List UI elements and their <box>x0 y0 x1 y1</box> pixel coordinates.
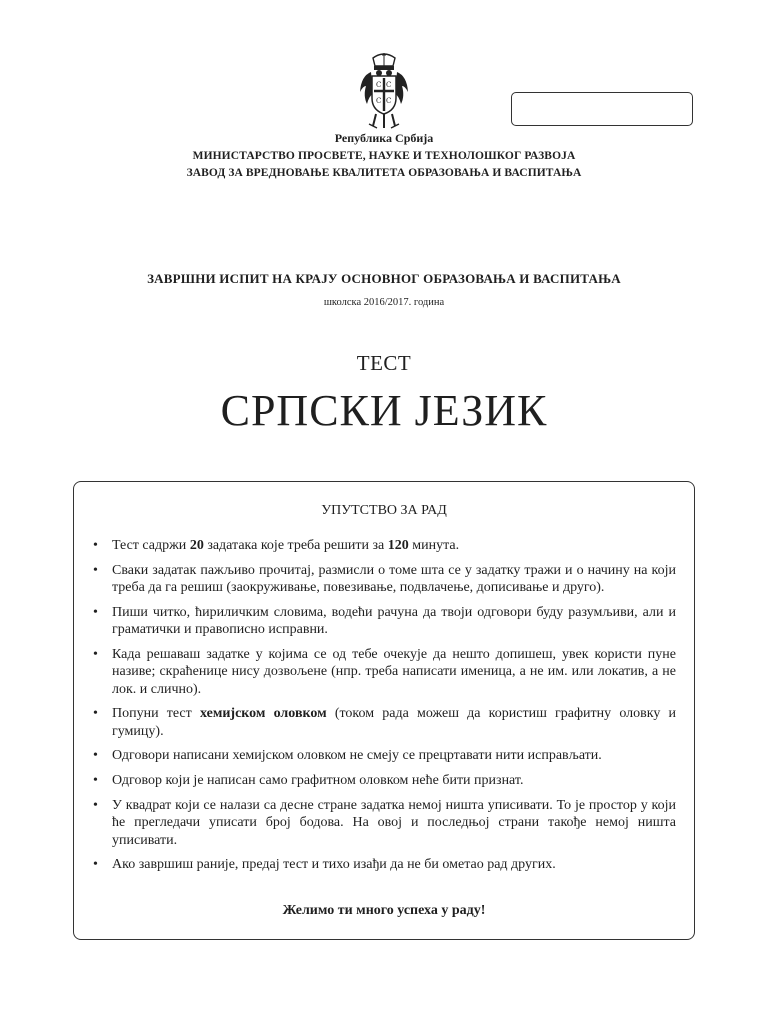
instruction-text: минута. <box>408 538 460 553</box>
test-label: ТЕСТ <box>356 351 412 375</box>
instructions-panel <box>73 481 695 940</box>
instruction-item <box>88 797 676 849</box>
instruction-text: У квадрат који се налази са десне стране задатка немој ништа уписивати. То је простор у који ће прегледачи уписати број бодова. На овој и последњој страни такође немој ништа уписивати. <box>112 798 676 848</box>
instruction-item <box>88 705 676 740</box>
instruction-emphasis: хемијском оловком <box>199 706 327 722</box>
instruction-text: задатака које треба решити за <box>203 538 388 553</box>
closing-wish: Желимо ти много успеха у раду! <box>282 903 486 918</box>
instruction-item <box>88 562 676 597</box>
instruction-item <box>88 856 676 873</box>
instruction-emphasis: 120 <box>387 538 409 553</box>
svg-text:С: С <box>386 81 392 89</box>
instruction-emphasis: 20 <box>189 538 204 553</box>
instruction-text: Одговор који је написан само графитном оловком неће бити признат. <box>112 773 524 789</box>
instructions-title: УПУТСТВО ЗА РАД <box>321 503 447 518</box>
instruction-text: Попуни тест <box>112 706 200 722</box>
coat-of-arms-icon <box>357 52 411 130</box>
instruction-text: Одговори написани хемијском оловком не смеју се прецртавати нити исправљати. <box>112 748 602 764</box>
instruction-text: Тест садржи <box>112 538 190 553</box>
svg-text:С: С <box>376 97 382 105</box>
instruction-item <box>88 646 676 698</box>
republic-name: Република Србија <box>334 131 434 145</box>
instruction-item <box>88 604 676 639</box>
instruction-text: Када решаваш задатке у којима се од тебе очекује да нешто допишеш, увек користи пуне називе; скраћенице нису дозвољене (нпр. треба написати именица, а не им. или локатив, а не лок. и слично). <box>112 646 676 697</box>
instruction-text: Пиши читко, ћириличким словима, водећи рачуна да твоји одговори буду разумљиви, али и граматички и правописно исправни. <box>112 604 676 638</box>
instruction-item <box>88 747 676 764</box>
instruction-text: (током рада можеш да користиш графитну оловку и гумицу). <box>112 706 676 739</box>
instructions-list <box>88 537 676 881</box>
ministry-name: МИНИСТАРСТВО ПРОСВЕТЕ, НАУКЕ И ТЕХНОЛОШКОГ РАЗВОЈА <box>192 150 576 162</box>
exam-title: ЗАВРШНИ ИСПИТ НА КРАЈУ ОСНОВНОГ ОБРАЗОВАЊА И ВАСПИТАЊА <box>147 271 621 286</box>
instruction-item <box>88 772 676 789</box>
student-code-box <box>511 92 693 126</box>
institute-name: ЗАВОД ЗА ВРЕДНОВАЊЕ КВАЛИТЕТА ОБРАЗОВАЊА И ВАСПИТАЊА <box>186 167 582 179</box>
school-year: школска 2016/2017. година <box>323 297 445 308</box>
instruction-text: Сваки задатак пажљиво прочитај, размисли о томе шта се у задатку тражи и о начину на који треба да га решиш (заокруживање, повезивање, подвлачење, дописивање и друго). <box>112 562 676 596</box>
instruction-item <box>88 537 676 554</box>
subject-title: СРПСКИ ЈЕЗИК <box>220 386 548 435</box>
svg-text:С: С <box>386 97 392 105</box>
instruction-text: Ако завршиш раније, предај тест и тихо изађи да не би ометао рад других. <box>112 857 556 873</box>
svg-text:С: С <box>376 81 382 89</box>
